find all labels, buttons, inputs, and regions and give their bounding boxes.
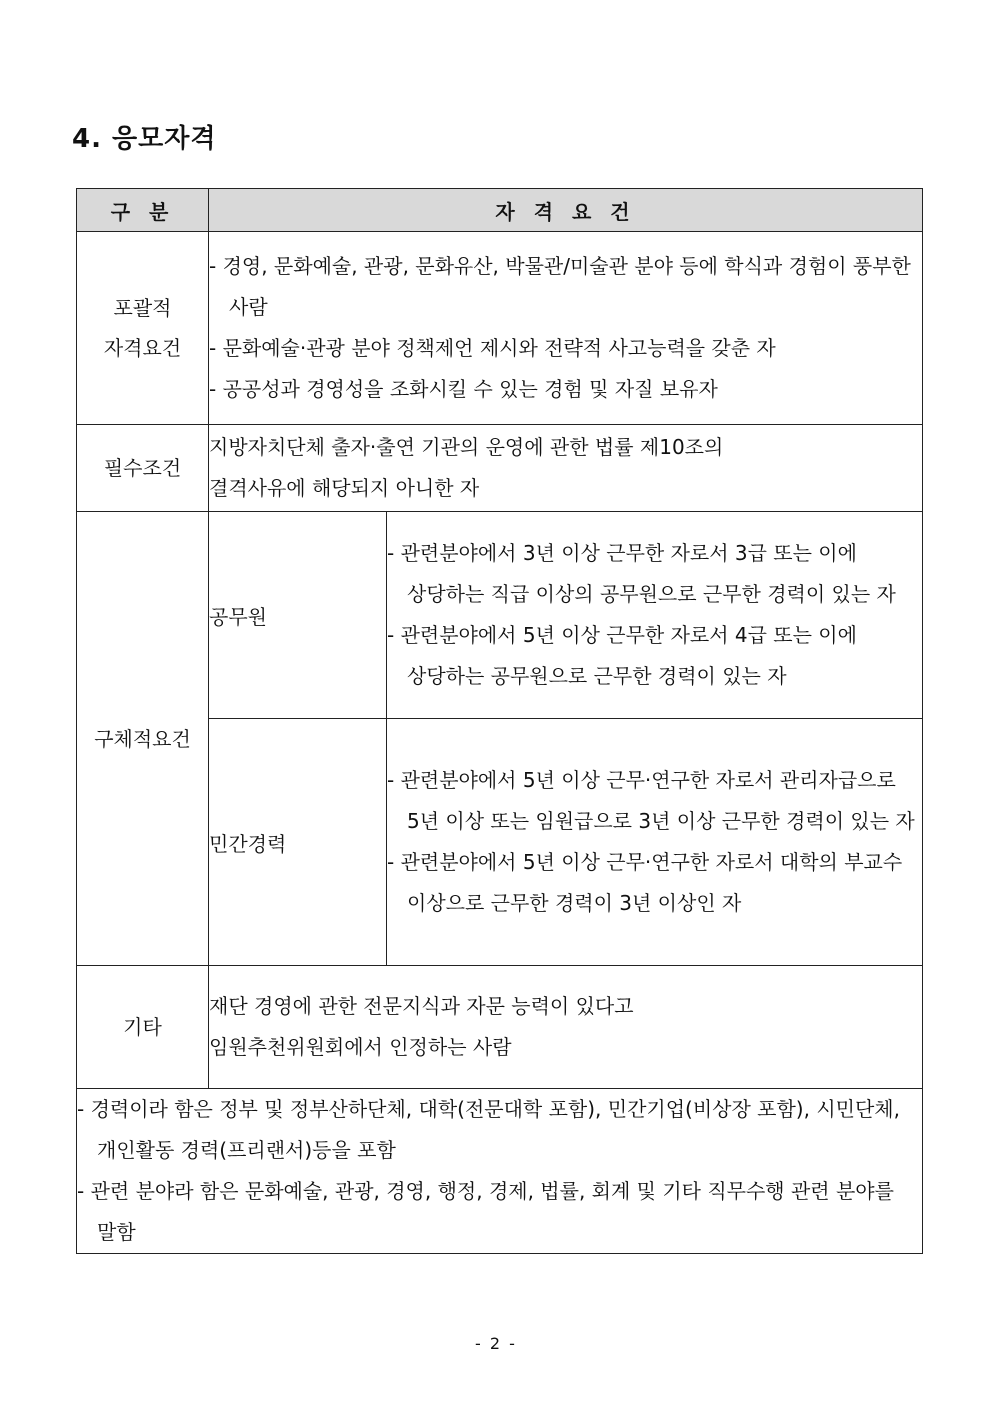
table-header-row	[77, 189, 923, 232]
mandatory-text	[209, 425, 923, 512]
mandatory-row	[77, 425, 923, 512]
public-label: 공무원	[209, 512, 387, 719]
header-requirements: 자 격 요 건	[209, 189, 923, 232]
notes	[77, 1089, 923, 1254]
mandatory-line1: 지방자치단체 출자·출연 기관의 운영에 관한 법률 제10조의	[209, 435, 724, 459]
public-item: - 관련분야에서 5년 이상 근무한 자로서 4급 또는 이에 상당하는 공무원으로 근무한 경력이 있는 자	[387, 623, 857, 688]
private-item: - 관련분야에서 5년 이상 근무·연구한 자로서 대학의 부교수 이상으로 근무한 경력이 3년 이상인 자	[387, 850, 903, 915]
mandatory-line2: 결격사유에 해당되지 아니한 자	[209, 476, 480, 500]
mandatory-label: 필수조건	[77, 425, 209, 512]
qualification-table	[76, 188, 923, 1254]
general-label-line2: 자격요건	[103, 336, 182, 360]
other-label: 기타	[77, 966, 209, 1089]
specific-label: 구체적요건	[77, 512, 209, 966]
notes-row	[77, 1089, 923, 1254]
public-item: - 관련분야에서 3년 이상 근무한 자로서 3급 또는 이에 상당하는 직급 이상의 공무원으로 근무한 경력이 있는 자	[387, 541, 896, 606]
header-category: 구 분	[77, 189, 209, 232]
other-row	[77, 966, 923, 1089]
section-title: 4. 응모자격	[72, 124, 217, 154]
other-text	[209, 966, 923, 1089]
private-label: 민간경력	[209, 719, 387, 966]
note-item: - 관련 분야라 함은 문화예술, 관광, 경영, 행정, 경제, 법률, 회계 및 기타 직무수행 관련 분야를 말함	[77, 1179, 894, 1244]
page-number: - 2 -	[475, 1334, 517, 1353]
general-item: - 경영, 문화예술, 관광, 문화유산, 박물관/미술관 분야 등에 학식과 경험이 풍부한 사람	[209, 254, 911, 319]
general-label	[77, 232, 209, 425]
general-items	[209, 232, 923, 425]
general-label-line1: 포괄적	[113, 296, 172, 320]
general-item: - 공공성과 경영성을 조화시킬 수 있는 경험 및 자질 보유자	[209, 377, 718, 401]
private-item: - 관련분야에서 5년 이상 근무·연구한 자로서 관리자급으로 5년 이상 또는 임원급으로 3년 이상 근무한 경력이 있는 자	[387, 768, 915, 833]
general-row	[77, 232, 923, 425]
other-line2: 임원추천위원회에서 인정하는 사람	[209, 1035, 512, 1059]
general-item: - 문화예술·관광 분야 정책제언 제시와 전략적 사고능력을 갖춘 자	[209, 336, 776, 360]
public-items	[387, 512, 923, 719]
note-item: - 경력이라 함은 정부 및 정부산하단체, 대학(전문대학 포함), 민간기업(비상장 포함), 시민단체, 개인활동 경력(프리랜서)등을 포함	[77, 1097, 900, 1162]
specific-public-row	[77, 512, 923, 719]
other-line1: 재단 경영에 관한 전문지식과 자문 능력이 있다고	[209, 994, 634, 1018]
private-items	[387, 719, 923, 966]
